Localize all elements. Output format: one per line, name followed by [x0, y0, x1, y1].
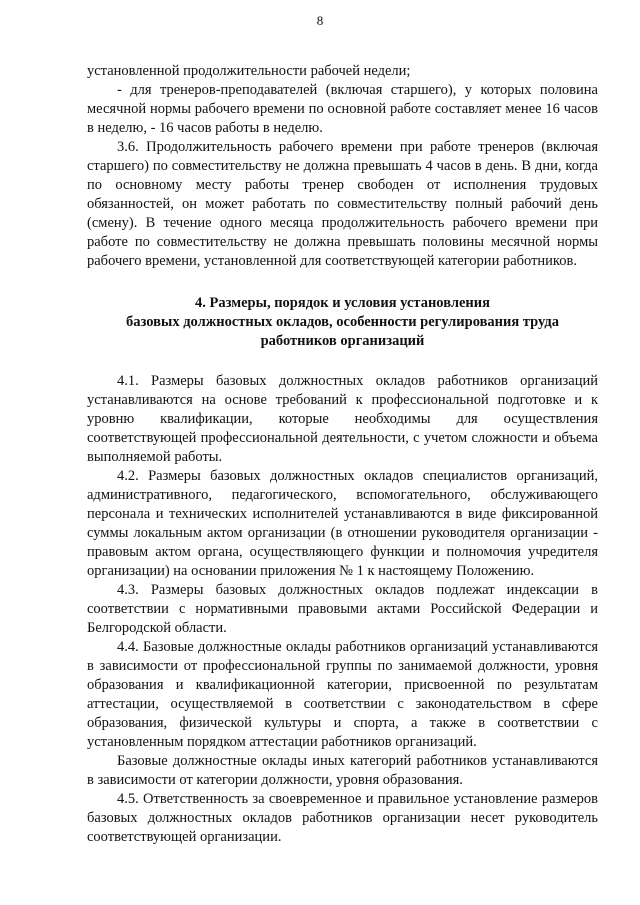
- document-body: [87, 62, 598, 847]
- paragraph-other-categories: Базовые должностные оклады иных категорий работников устанавливаются в зависимости от категории должности, уровня образования.: [87, 753, 598, 788]
- paragraph-4-3: 4.3. Размеры базовых должностных окладов подлежат индексации в соответствии с нормативными правовыми актами Российской Федерации и Белгородской области.: [87, 582, 598, 636]
- heading-line-2: базовых должностных окладов, особенности регулирования труда: [126, 314, 559, 330]
- paragraph-4-2: 4.2. Размеры базовых должностных окладов специалистов организаций, административного, педагогического, вспомогательного, обслуживающего персонала и технических исполнителей устанавливаются в виде фиксированной суммы локальным актом организации (в отношении руководителя организации - правовым актом органа, осуществляющего функции и полномочия учредителя организации) на основании приложения № 1 к настоящему Положению.: [87, 468, 598, 579]
- paragraph-4-5: 4.5. Ответственность за своевременное и правильное установление размеров базовых должностных окладов работников организации несет руководитель соответствующей организации.: [87, 791, 598, 845]
- paragraph-4-1: 4.1. Размеры базовых должностных окладов работников организаций устанавливаются на основе требований к профессиональной подготовке и к уровню квалификации, которые необходимы для осуществления соответствующей профессиональной деятельности, с учетом сложности и объема выполняемой работы.: [87, 373, 598, 465]
- paragraph-3-6: 3.6. Продолжительность рабочего времени при работе тренеров (включая старшего) по совместительству не должна превышать 4 часов в день. В дни, когда по основному месту работы тренер свободен от исполнения трудовых обязанностей, он может работать по совместительству полный рабочий день (смену). В течение одного месяца продолжительность рабочего времени при работе по совместительству не должна превышать половины месячной нормы рабочего времени, установленной для соответствующей категории работников.: [87, 139, 598, 269]
- paragraph-4-4: 4.4. Базовые должностные оклады работников организаций устанавливаются в зависимости от профессиональной группы по занимаемой должности, уровня образования и квалификационной категории, присвоенной по результатам аттестации, осуществляемой в соответствии с законодательством в сфере образования, физической культуры и спорта, а также в соответствии с установленным порядком аттестации работников организаций.: [87, 639, 598, 750]
- paragraph-continuation: установленной продолжительности рабочей недели;: [87, 63, 411, 79]
- paragraph-trainers-hours: - для тренеров-преподавателей (включая старшего), у которых половина месячной нормы рабочего времени по основной работе составляет менее 16 часов в неделю, - 16 часов работы в неделю.: [87, 82, 598, 136]
- heading-line-3: работников организаций: [260, 333, 425, 349]
- page-number: 8: [316, 13, 324, 28]
- section-heading: [87, 294, 598, 351]
- heading-line-1: 4. Размеры, порядок и условия установления: [195, 295, 490, 311]
